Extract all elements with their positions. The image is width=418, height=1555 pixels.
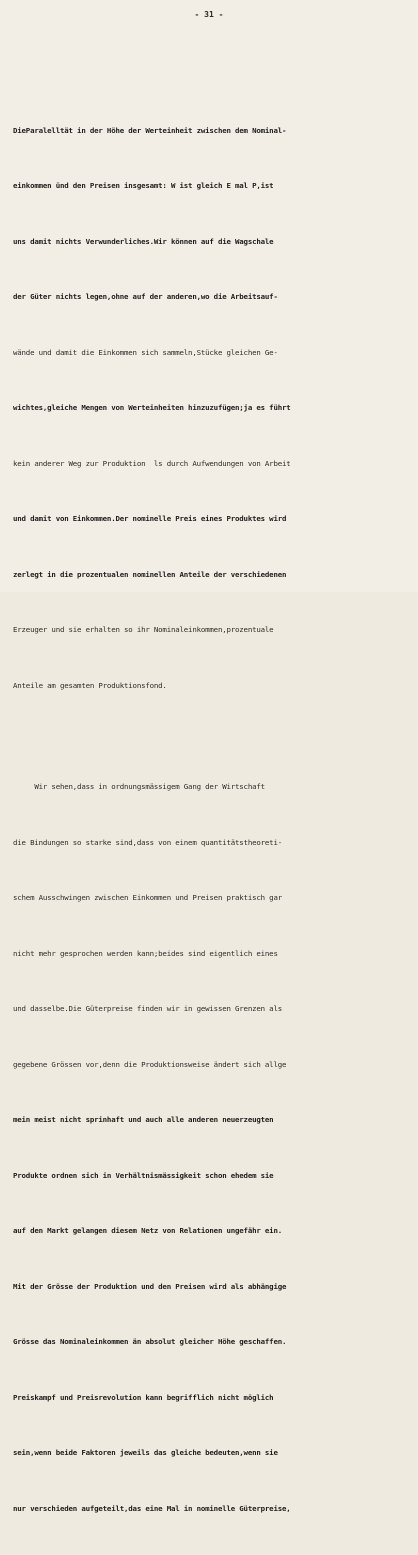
text-line: Preiskampf und Preisrevolution kann begrifflich nicht möglich: [13, 1392, 274, 1402]
text-line: nur verschieden aufgeteilt,das eine Mal in nominelle Güterpreise,: [13, 1503, 291, 1513]
text-line: kein anderer Weg zur Produktion ls durch Aufwendungen von Arbeit: [13, 458, 291, 468]
text-line: und damit von Einkommen.Der nominelle Preis eines Produktes wird: [13, 514, 287, 523]
text-line: zerlegt in die prozentualen nominellen Anteile der verschiedenen: [13, 569, 287, 579]
text-line: Anteile am gesamten Produktionsfond.: [13, 680, 167, 690]
text-line: DieParalelltät in der Höhe der Werteinheit zwischen dem Nominal-: [13, 125, 287, 135]
page-number: - 31 -: [194, 10, 224, 19]
text-line: der Güter nichts legen,ohne auf der anderen,wo die Arbeitsauf-: [13, 292, 278, 301]
text-line: und dasselbe.Die Güterpreise finden wir in gewissen Grenzen als: [13, 1004, 282, 1013]
body-text: [13, 66, 408, 1555]
text-line: wände und damit die Einkommen sich sammeln,Stücke gleichen Ge-: [13, 347, 278, 357]
text-line: uns damit nichts Verwunderliches.Wir können auf die Wagschale: [13, 236, 274, 246]
text-line: gegebene Grössen vor,denn die Produktionsweise ändert sich allge: [13, 1059, 287, 1069]
text-line: auf den Markt gelangen diesem Netz von Relationen ungefähr ein.: [13, 1226, 282, 1235]
text-line: Grösse das Nominaleinkommen än absolut gleicher Höhe geschaffen.: [13, 1337, 287, 1346]
text-line: Produkte ordnen sich in Verhältnismässigkeit schon ehedem sie: [13, 1170, 274, 1180]
text-line: nicht mehr gesprochen werden kann;beides sind eigentlich eines: [13, 948, 278, 958]
text-line: wichtes,gleiche Mengen von Werteinheiten hinzuzufügen;ja es führt: [13, 403, 291, 412]
text-line: die Bindungen so starke sind,dass von einem quantitätstheoreti-: [13, 837, 282, 847]
text-line: einkommen ünd den Preisen insgesamt: W ist gleich E mal P,ist: [13, 181, 274, 190]
text-line: Wir sehen,dass in ordnungsmässigem Gang der Wirtschaft: [13, 782, 265, 791]
text-line: Mit der Grösse der Produktion und den Preisen wird als abhängige: [13, 1281, 287, 1291]
text-line: Erzeuger und sie erhalten so ihr Nominaleinkommen,prozentuale: [13, 625, 274, 634]
text-line: mein meist nicht sprinhaft und auch alle anderen neuerzeugten: [13, 1115, 274, 1124]
text-line: sein,wenn beide Faktoren jeweils das gleiche bedeuten,wenn sie: [13, 1448, 278, 1457]
text-line: schem Ausschwingen zwischen Einkommen und Preisen praktisch gar: [13, 893, 282, 902]
